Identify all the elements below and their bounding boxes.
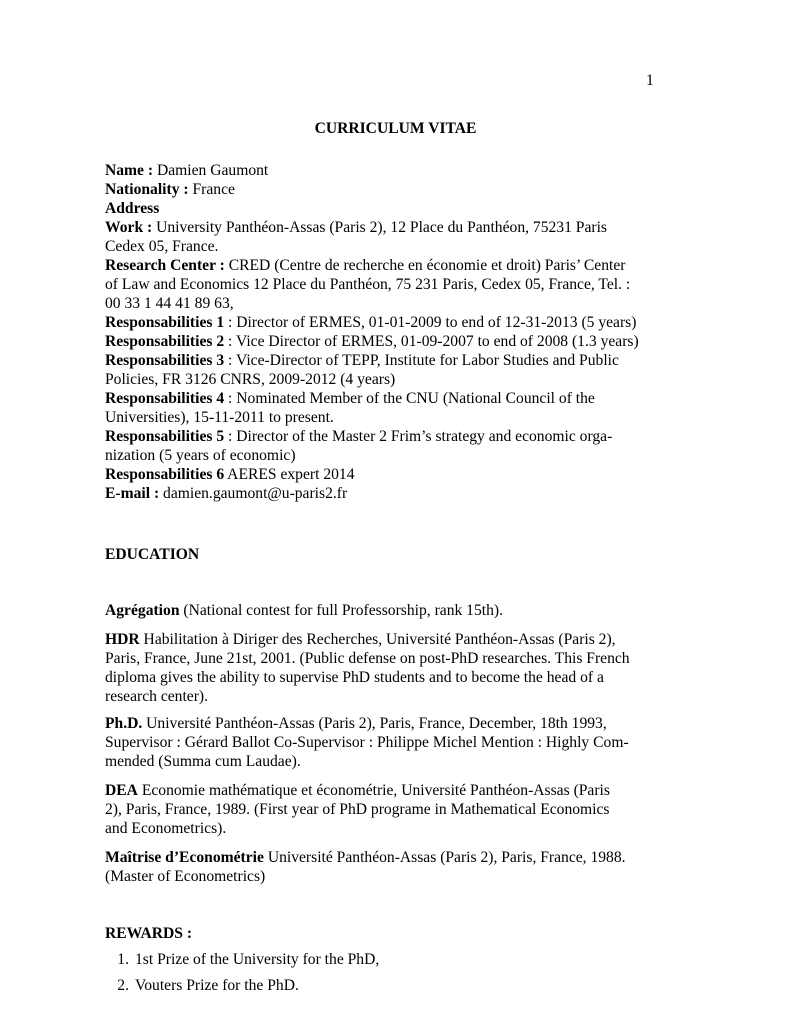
dea-line-2: 2), Paris, France, 1989. (First year of PhD programe in Mathematical Economics: [105, 801, 610, 818]
resp5-label: Responsabilities 5: [105, 428, 225, 445]
hdr-line-2: Paris, France, June 21st, 2001. (Public defense on post-PhD researches. This French: [105, 650, 630, 667]
resp4-label: Responsabilities 4: [105, 390, 225, 407]
resp2-label: Responsabilities 2: [105, 333, 225, 350]
hdr-line: [105, 630, 657, 649]
work-label: Work :: [105, 219, 153, 236]
resp4-line-2: Universities), 15-11-2011 to present.: [105, 409, 334, 426]
phd-line-3: mended (Summa cum Laudae).: [105, 753, 301, 770]
maitrise-value-1: Université Panthéon-Assas (Paris 2), Paris, France, 1988.: [263, 849, 626, 866]
resp3-value-1: : Vice-Director of TEPP, Institute for Labor Studies and Public: [224, 352, 619, 369]
name-line: [105, 161, 657, 180]
address-label: Address: [105, 200, 160, 217]
resp5-line-2: nization (5 years of economic): [105, 447, 296, 464]
reward-text: 1st Prize of the University for the PhD,: [135, 951, 380, 968]
research-line: [105, 256, 657, 275]
maitrise-line: [105, 848, 657, 867]
work-value-1: University Panthéon-Assas (Paris 2), 12 Place du Panthéon, 75231 Paris: [152, 219, 607, 236]
research-value-1: CRED (Centre de recherche en économie et droit) Paris’ Center: [224, 257, 626, 274]
resp2-line: [105, 332, 657, 351]
hdr-label: HDR: [105, 631, 140, 648]
rewards-list: [105, 950, 657, 1002]
education-hdr: [105, 630, 657, 706]
nationality-value: France: [188, 181, 235, 198]
education-agregation: [105, 601, 657, 620]
phd-line-2: Supervisor : Gérard Ballot Co-Supervisor : Philippe Michel Mention : Highly Com-: [105, 734, 629, 751]
agregation-label: Agrégation: [105, 602, 180, 619]
research-label: Research Center :: [105, 257, 225, 274]
resp1-line: [105, 313, 657, 332]
nationality-label: Nationality :: [105, 181, 189, 198]
resp1-label: Responsabilities 1: [105, 314, 225, 331]
hdr-line-4: research center).: [105, 688, 209, 705]
name-label: Name :: [105, 162, 154, 179]
research-line-3: 00 33 1 44 41 89 63,: [105, 295, 234, 312]
resp6-value: AERES expert 2014: [224, 466, 355, 483]
rewards-heading: REWARDS :: [105, 925, 193, 942]
dea-line: [105, 781, 657, 800]
list-item: [105, 976, 657, 995]
resp2-value: : Vice Director of ERMES, 01-09-2007 to end of 2008 (1.3 years): [224, 333, 639, 350]
hdr-value-1: Habilitation à Diriger des Recherches, Université Panthéon-Assas (Paris 2),: [139, 631, 616, 648]
reward-number: 2.: [117, 977, 129, 994]
resp3-line-2: Policies, FR 3126 CNRS, 2009-2012 (4 years): [105, 371, 396, 388]
phd-line: [105, 714, 657, 733]
reward-number: 1.: [117, 951, 129, 968]
resp6-line: [105, 465, 657, 484]
resp3-label: Responsabilities 3: [105, 352, 225, 369]
email-label: E-mail :: [105, 485, 160, 502]
hdr-line-3: diploma gives the ability to supervise PhD students and to become the head of a: [105, 669, 604, 686]
work-line: [105, 218, 657, 237]
address-line: [105, 199, 657, 218]
email-line: [105, 484, 657, 503]
phd-label: Ph.D.: [105, 715, 143, 732]
reward-text: Vouters Prize for the PhD.: [135, 977, 299, 994]
resp5-value-1: : Director of the Master 2 Frim’s strategy and economic orga-: [224, 428, 613, 445]
education-heading: EDUCATION: [105, 546, 200, 563]
resp6-label: Responsabilities 6: [105, 466, 225, 483]
work-line-2: Cedex 05, France.: [105, 238, 219, 255]
resp3-line: [105, 351, 657, 370]
education-dea: [105, 781, 657, 838]
dea-label: DEA: [105, 782, 138, 799]
research-line-2: of Law and Economics 12 Place du Panthéon, 75 231 Paris, Cedex 05, France, Tel. :: [105, 276, 631, 293]
agregation-value: (National contest for full Professorship, rank 15th).: [179, 602, 504, 619]
nationality-line: [105, 180, 657, 199]
education-maitrise: [105, 848, 657, 886]
maitrise-line-2: (Master of Econometrics): [105, 868, 266, 885]
maitrise-label: Maîtrise d’Econométrie: [105, 849, 264, 866]
dea-line-3: and Econometrics).: [105, 820, 227, 837]
resp4-value-1: : Nominated Member of the CNU (National Council of the: [224, 390, 595, 407]
page-number: 1: [646, 72, 654, 89]
agregation-line: [105, 601, 657, 620]
list-item: [105, 950, 657, 969]
resp4-line: [105, 389, 657, 408]
resp1-value: : Director of ERMES, 01-01-2009 to end of 12-31-2013 (5 years): [224, 314, 637, 331]
phd-value-1: Université Panthéon-Assas (Paris 2), Paris, France, December, 18th 1993,: [142, 715, 607, 732]
document-title: CURRICULUM VITAE: [314, 120, 477, 137]
email-value: damien.gaumont@u-paris2.fr: [159, 485, 348, 502]
name-value: Damien Gaumont: [153, 162, 269, 179]
resp5-line: [105, 427, 657, 446]
dea-value-1: Economie mathématique et économétrie, Université Panthéon-Assas (Paris: [137, 782, 610, 799]
education-phd: [105, 714, 657, 771]
personal-info: [105, 161, 657, 503]
